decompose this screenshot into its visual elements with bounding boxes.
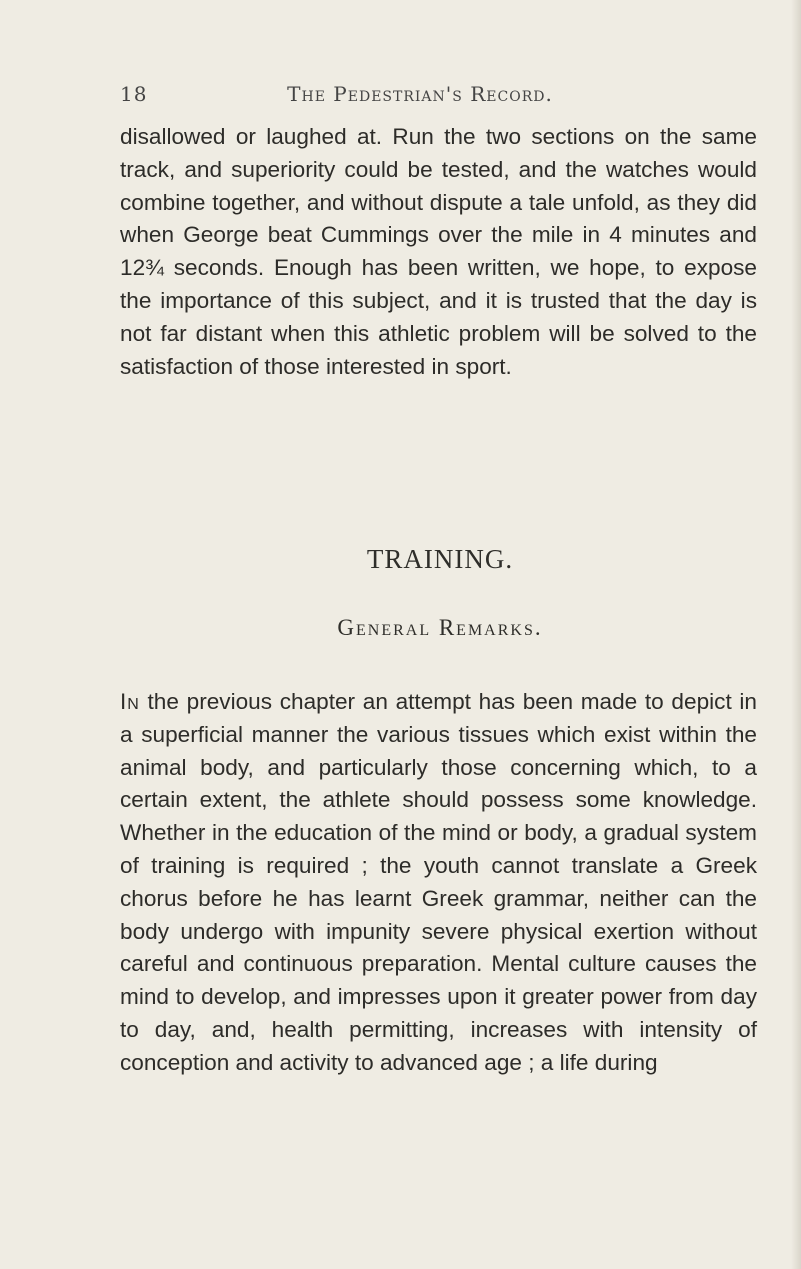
subsection-heading: General Remarks.: [337, 615, 543, 640]
paragraph-1: disallowed or laughed at. Run the two sections on the same track, and superiority could be tested, and the watches would combine together, and without dispute a tale unfold, as they did when George beat Cummings over the mile in 4 minutes and 12¾ seconds. Enough has been written, we hope, to expose the importance of this subject, and it is trusted that the day is not far distant when this athletic problem will be solved to the satisfaction of those interested in sport.: [120, 124, 757, 379]
paragraph-2-text: the previous chapter an attempt has been made to depict in a superficial manner the various tissues which exist within the animal body, and particularly those concerning which, to a certain extent, the athlete should possess some knowledge. Whether in the education of the mind or body, a gradual system of training is required ; the youth cannot translate a Greek chorus before he has learnt Greek grammar, neither can the body undergo with impunity severe physical exertion without careful and continuous preparation. Mental culture causes the mind to develop, and impresses upon it greater power from day to day, and, health permitting, increases with intensity of conception and activity to advanced age ; a life during: [120, 689, 757, 1075]
page-number: 18: [120, 82, 148, 106]
paragraph-2-lead: In: [120, 689, 140, 714]
section-heading: TRAINING.: [366, 544, 514, 574]
page-edge-shadow: [791, 0, 801, 1269]
paragraph-2: [120, 686, 757, 1080]
running-title: The Pedestrian's Record.: [287, 82, 553, 106]
